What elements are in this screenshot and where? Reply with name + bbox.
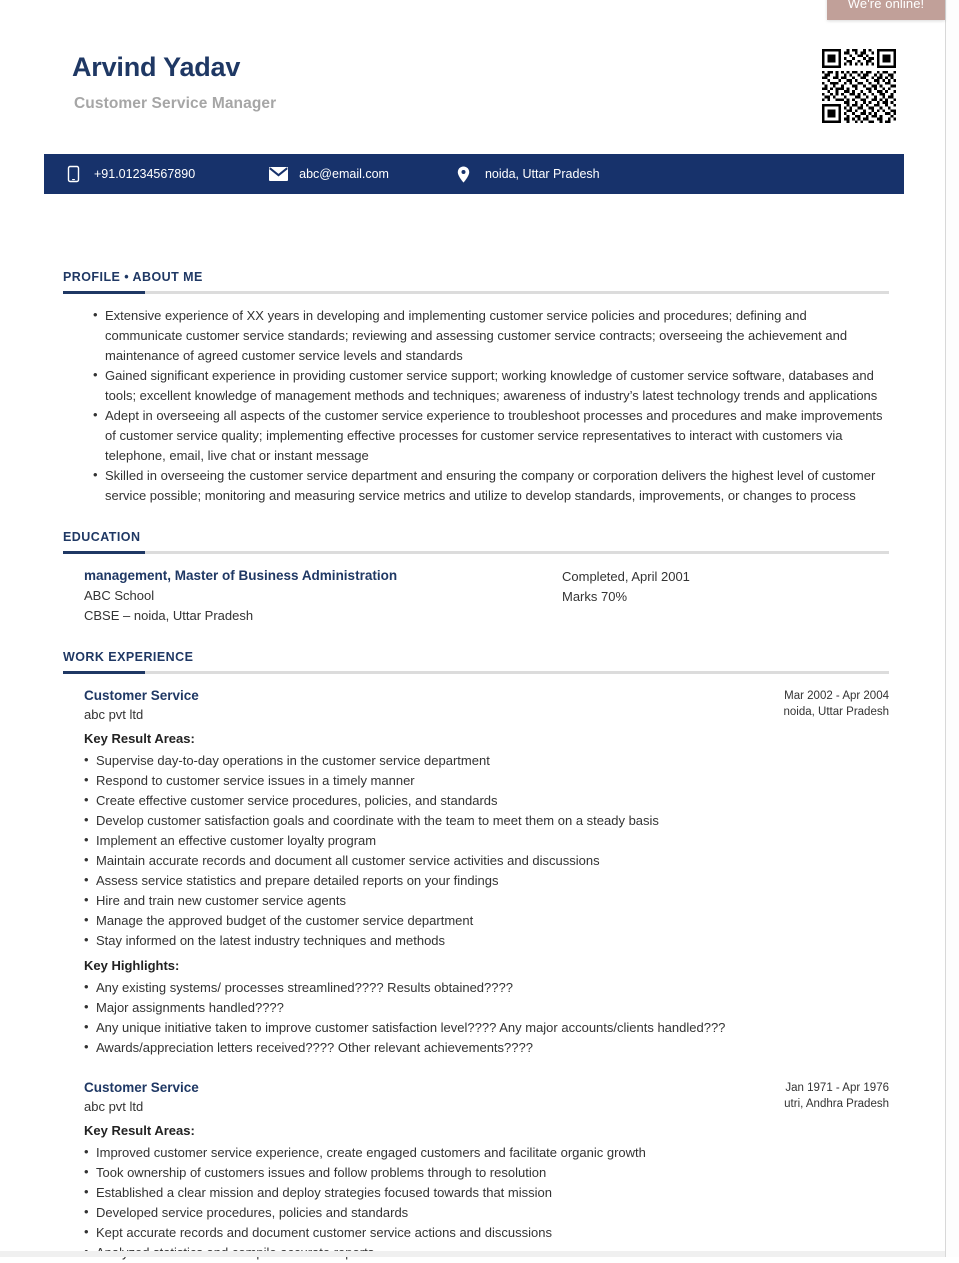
list-item: • Extensive experience of XX years in developing and implementing customer service policies and procedures; defining and communicate customer service standards; reviewing and assessing customer service contracts; overseeing the achievement and maintenance of agreed customer service levels and standards xyxy=(93,306,883,366)
education-entry xyxy=(84,566,889,626)
contact-phone[interactable] xyxy=(62,165,195,183)
list-item: • Awards/appreciation letters received???? Other relevant achievements???? xyxy=(84,1038,889,1058)
list-item: • Stay informed on the latest industry techniques and methods xyxy=(84,931,889,951)
work-entry-header xyxy=(84,686,889,724)
list-item: • Skilled in overseeing the customer service department and ensuring the company or corporation delivers the highest level of customer service possible; monitoring and measuring service metrics and utilize to develop standards, improvements, or changes to process xyxy=(93,466,883,506)
work-job-title: Customer Service xyxy=(84,1080,199,1095)
contact-email[interactable] xyxy=(267,165,389,183)
section-divider xyxy=(63,551,889,554)
envelope-icon xyxy=(267,165,289,183)
section-divider xyxy=(63,291,889,294)
section-work-experience xyxy=(0,626,945,1263)
section-work-heading: WORK EXPERIENCE xyxy=(63,650,194,664)
list-item: • Any unique initiative taken to improve customer satisfaction level???? Any major accounts/clients handled??? xyxy=(84,1018,889,1038)
list-item: • Major assignments handled???? xyxy=(84,998,889,1018)
work-kra-list xyxy=(84,1143,889,1263)
list-item: • Maintain accurate records and document all customer service activities and discussions xyxy=(84,851,889,871)
chat-widget-button[interactable]: We're online! xyxy=(827,0,945,20)
qr-code-icon xyxy=(819,46,899,126)
work-entry-meta xyxy=(784,1078,889,1112)
education-right xyxy=(562,566,690,626)
list-item: • Any existing systems/ processes streamlined???? Results obtained???? xyxy=(84,978,889,998)
page-right-rail xyxy=(945,0,959,1257)
work-job-title: Customer Service xyxy=(84,688,199,703)
list-item: • Implement an effective customer loyalty program xyxy=(84,831,889,851)
list-item: • Gained significant experience in providing customer service support; working knowledge of customer service software, databases and tools; excellent knowledge of management methods and techniques; awareness of industry’s latest technology trends and applications xyxy=(93,366,883,406)
work-entry-identity xyxy=(84,1078,199,1116)
section-profile-heading: PROFILE • ABOUT ME xyxy=(63,270,203,284)
work-entry-meta xyxy=(784,686,889,720)
work-company: abc pvt ltd xyxy=(84,1099,144,1114)
work-highlights-list xyxy=(84,978,889,1058)
candidate-job-title: Customer Service Manager xyxy=(74,95,277,112)
resume-content xyxy=(0,194,945,1263)
map-pin-icon xyxy=(453,165,475,183)
contact-phone-text: +91.01234567890 xyxy=(94,167,196,181)
section-education-heading: EDUCATION xyxy=(63,530,141,544)
profile-bullet-list xyxy=(93,306,883,506)
list-item: • Develop customer satisfaction goals and coordinate with the team to meet them on a steady basis xyxy=(84,811,889,831)
list-item: • Established a clear mission and deploy strategies focused towards that mission xyxy=(84,1183,889,1203)
list-item: • Supervise day-to-day operations in the customer service department xyxy=(84,751,889,771)
work-kra-label: Key Result Areas: xyxy=(84,731,195,746)
mobile-phone-icon xyxy=(62,165,84,183)
contact-email-text: abc@email.com xyxy=(299,167,389,181)
list-item: • Respond to customer service issues in a timely manner xyxy=(84,771,889,791)
candidate-name: Arvind Yadav xyxy=(72,52,241,82)
education-marks: Marks 70% xyxy=(562,589,628,604)
education-board-location: CBSE – noida, Uttar Pradesh xyxy=(84,608,254,623)
list-item: • Took ownership of customers issues and follow problems through to resolution xyxy=(84,1163,889,1183)
work-dates: Jan 1971 - Apr 1976 xyxy=(785,1082,889,1094)
list-item: • Manage the approved budget of the customer service department xyxy=(84,911,889,931)
work-entry xyxy=(84,1078,889,1263)
contact-location-text: noida, Uttar Pradesh xyxy=(484,167,600,181)
contact-bar xyxy=(44,154,904,194)
page-bottom-edge xyxy=(0,1251,945,1257)
work-dates: Mar 2002 - Apr 2004 xyxy=(784,690,889,702)
list-item: • Hire and train new customer service agents xyxy=(84,891,889,911)
list-item: • Create effective customer service procedures, policies, and standards xyxy=(84,791,889,811)
contact-location[interactable] xyxy=(453,165,600,183)
work-kra-list xyxy=(84,751,889,951)
work-entry-identity xyxy=(84,686,199,724)
list-item: • Improved customer service experience, create engaged customers and facilitate organic growth xyxy=(84,1143,889,1163)
work-kra-label: Key Result Areas: xyxy=(84,1123,195,1138)
section-education xyxy=(0,506,945,626)
work-highlights-label: Key Highlights: xyxy=(84,958,180,973)
work-entry xyxy=(84,686,889,1058)
list-item: • Developed service procedures, policies and standards xyxy=(84,1203,889,1223)
work-company: abc pvt ltd xyxy=(84,707,144,722)
education-left xyxy=(84,566,562,626)
list-item: • Assess service statistics and prepare detailed reports on your findings xyxy=(84,871,889,891)
section-divider xyxy=(63,671,889,674)
work-location: noida, Uttar Pradesh xyxy=(783,706,889,718)
section-profile xyxy=(0,194,945,506)
education-school: ABC School xyxy=(84,588,155,603)
list-item: • Adept in overseeing all aspects of the customer service experience to troubleshoot processes and procedures and make improvements of customer service quality; implementing effective processes for customer service representatives to interact with customers via telephone, email, live chat or instant message xyxy=(93,406,883,466)
list-item: • Kept accurate records and document customer service actions and discussions xyxy=(84,1223,889,1243)
education-degree: management, Master of Business Administration xyxy=(84,568,398,583)
work-location: utri, Andhra Pradesh xyxy=(784,1098,889,1110)
resume-header xyxy=(0,0,945,150)
education-status: Completed, April 2001 xyxy=(562,569,690,584)
work-entry-header xyxy=(84,1078,889,1116)
